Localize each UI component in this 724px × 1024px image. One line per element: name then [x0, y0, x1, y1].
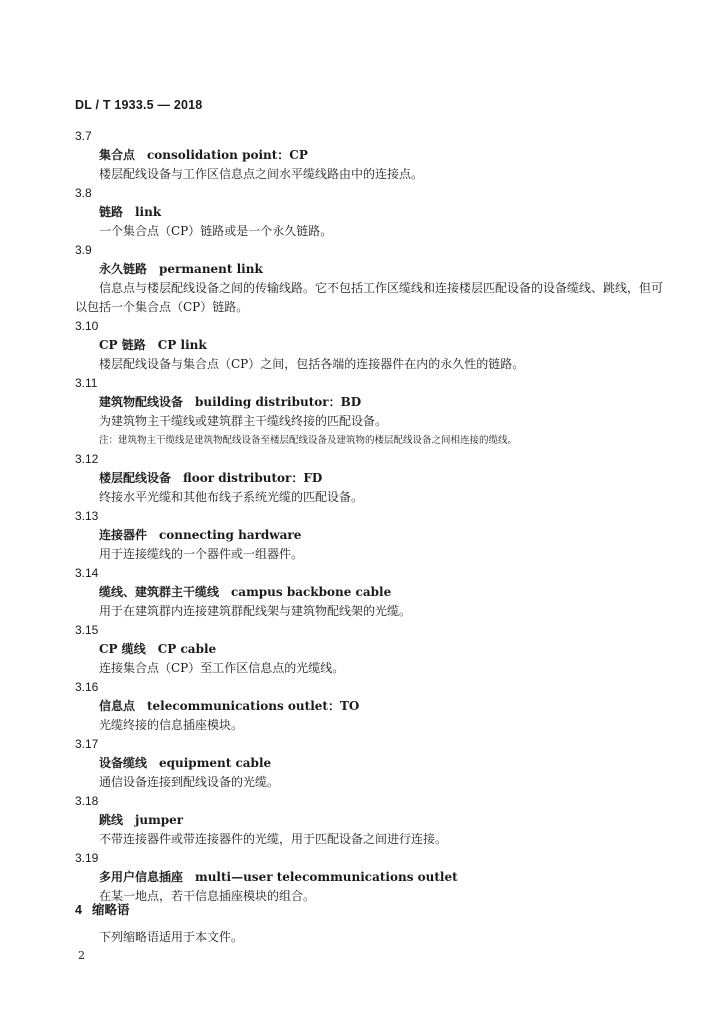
- term-title: 连接器件 connecting hardware: [99, 528, 302, 542]
- term-note: 注：建筑物主干缆线是建筑物配线设备至楼层配线设备及建筑物的楼层配线设备之间相连接的缆线。: [99, 435, 518, 446]
- term-entry: [0, 317, 724, 374]
- term-title: 信息点 telecommunications outlet：TO: [99, 699, 360, 713]
- term-number: 3.14: [75, 566, 99, 580]
- term-entry: [0, 678, 724, 735]
- term-title: 跳线 jumper: [99, 813, 184, 827]
- term-definition: 楼层配线设备与工作区信息点之间水平缆线路由中的连接点。: [99, 167, 424, 181]
- term-number: 3.9: [75, 243, 92, 257]
- term-definition: 终接水平光缆和其他布线子系统光缆的匹配设备。: [99, 490, 364, 504]
- term-entry: [0, 507, 724, 564]
- term-number: 3.13: [75, 509, 99, 523]
- term-number: 3.15: [75, 623, 99, 637]
- page-number: 2: [78, 949, 85, 962]
- term-entry: [0, 184, 724, 241]
- section-body-text: 下列缩略语适用于本文件。: [99, 930, 244, 944]
- term-entry: [0, 374, 724, 450]
- term-title: 永久链路 permanent link: [99, 262, 263, 276]
- term-number: 3.10: [75, 319, 99, 333]
- term-title: 建筑物配线设备 building distributor：BD: [99, 395, 362, 409]
- term-definition: 连接集合点（CP）至工作区信息点的光缆线。: [99, 661, 345, 675]
- term-entry: [0, 849, 724, 906]
- term-title: 楼层配线设备 floor distributor：FD: [99, 471, 323, 485]
- term-definition: 用于在建筑群内连接建筑群配线架与建筑物配线架的光缆。: [99, 604, 412, 618]
- term-entry: [0, 792, 724, 849]
- term-title: 链路 link: [99, 205, 162, 219]
- term-number: 3.17: [75, 737, 99, 751]
- term-entry: [0, 621, 724, 678]
- term-definition: 一个集合点（CP）链路或是一个永久链路。: [99, 224, 333, 238]
- term-number: 3.12: [75, 452, 99, 466]
- term-entry: [0, 735, 724, 792]
- term-number: 3.18: [75, 794, 99, 808]
- term-number: 3.19: [75, 851, 99, 865]
- term-definition: 通信设备连接到配线设备的光缆。: [99, 775, 280, 789]
- term-title: 集合点 consolidation point：CP: [99, 148, 308, 162]
- term-definition: 信息点与楼层配线设备之间的传输线路。它不包括工作区缆线和连接楼层匹配设备的设备缆线、跳线，但可以包括一个集合点（CP）链路。: [75, 281, 664, 314]
- term-title: CP 缆线 CP cable: [99, 642, 217, 656]
- term-number: 3.8: [75, 186, 92, 200]
- term-definition: 光缆终接的信息插座模块。: [99, 718, 244, 732]
- term-definition: 不带连接器件或带连接器件的光缆，用于匹配设备之间进行连接。: [99, 832, 448, 846]
- term-number: 3.7: [75, 129, 92, 143]
- section-title: 缩略语: [91, 903, 130, 917]
- term-title: 设备缆线 equipment cable: [99, 756, 272, 770]
- document-header: DL / T 1933.5 — 2018: [75, 98, 203, 112]
- section-number: 4: [75, 903, 82, 917]
- term-number: 3.16: [75, 680, 99, 694]
- term-entry: [0, 564, 724, 621]
- term-definition: 为建筑物主干缆线或建筑群主干缆线终接的匹配设备。: [99, 414, 388, 428]
- terms-list: [0, 127, 724, 906]
- term-entry: [0, 127, 724, 184]
- term-title: 多用户信息插座 multi—user telecommunications outlet: [99, 870, 458, 884]
- term-definition: 在某一地点，若干信息插座模块的组合。: [99, 889, 316, 903]
- section-heading: [75, 900, 129, 918]
- term-title: CP 链路 CP link: [99, 338, 207, 352]
- term-title: 缆线、建筑群主干缆线 campus backbone cable: [99, 585, 392, 599]
- term-definition: 用于连接缆线的一个器件或一组器件。: [99, 547, 304, 561]
- term-definition: 楼层配线设备与集合点（CP）之间，包括各端的连接器件在内的永久性的链路。: [99, 357, 525, 371]
- term-entry: [0, 241, 724, 317]
- term-number: 3.11: [75, 376, 98, 390]
- term-entry: [0, 450, 724, 507]
